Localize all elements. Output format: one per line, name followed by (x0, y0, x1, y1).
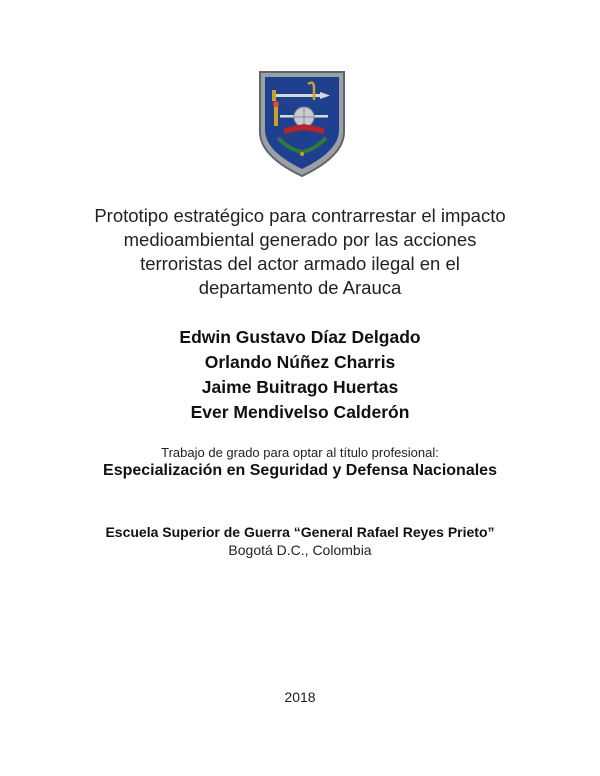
author-name: Ever Mendivelso Calderón (190, 402, 410, 422)
school-crest-icon (256, 70, 348, 178)
thesis-title (60, 204, 540, 300)
city-country: Bogotá D.C., Colombia (228, 542, 372, 558)
title-line: medioambiental generado por las acciones (123, 229, 477, 250)
publication-year: 2018 (284, 689, 316, 705)
author-name: Edwin Gustavo Díaz Delgado (179, 327, 421, 347)
title-line: departamento de Arauca (198, 277, 402, 298)
author-list (60, 325, 540, 425)
degree-name: Especialización en Seguridad y Defensa Nacionales (103, 462, 497, 479)
school-name: Escuela Superior de Guerra “General Rafael Reyes Prieto” (105, 524, 495, 540)
title-line: Prototipo estratégico para contrarrestar el impacto (94, 205, 506, 226)
degree-intro: Trabajo de grado para optar al título profesional: (161, 445, 439, 460)
author-name: Jaime Buitrago Huertas (201, 377, 399, 397)
author-name: Orlando Núñez Charris (204, 352, 396, 372)
title-line: terroristas del actor armado ilegal en el (140, 253, 460, 274)
